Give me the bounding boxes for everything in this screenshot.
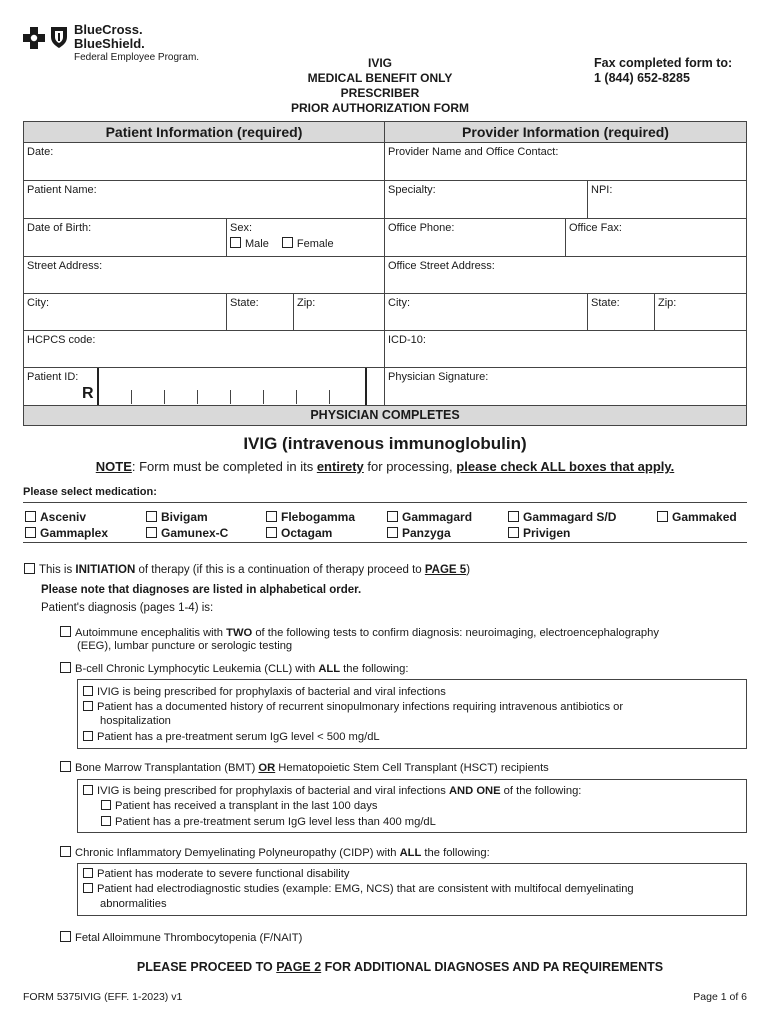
page2-link[interactable]: PAGE 2	[276, 960, 322, 974]
date-field[interactable]: Date:	[23, 142, 385, 181]
city-field[interactable]: City:	[23, 293, 227, 331]
criteria-checkbox[interactable]	[83, 731, 93, 741]
criteria-item: Patient has a pre-treatment serum IgG level < 500 mg/dL	[83, 731, 380, 743]
hcpcs-field[interactable]: HCPCS code:	[23, 330, 385, 368]
criteria-line2: abnormalities	[100, 898, 167, 910]
patient-id-boxes	[97, 368, 367, 405]
proceed-note: PLEASE PROCEED TO PAGE 2 FOR ADDITIONAL DIAGNOSES AND PA REQUIREMENTS	[136, 960, 664, 974]
office-phone-field[interactable]: Office Phone:	[384, 218, 566, 257]
diagnosis-line2: (EEG), lumbar puncture or serologic testing	[77, 640, 293, 652]
med-option[interactable]: Bivigam	[146, 510, 208, 524]
physician-completes-bar: PHYSICIAN COMPLETES	[23, 405, 747, 426]
fax-label: Fax completed form to:	[594, 56, 733, 70]
medication-divider-bottom	[23, 542, 747, 543]
diagnosis-intro: Patient's diagnosis (pages 1-4) is:	[41, 602, 214, 614]
diagnosis-autoimmune-encephalitis: Autoimmune encephalitis with TWO of the following tests to confirm diagnosis: neuroimaging, electroencephalography	[60, 626, 659, 639]
fax-info	[594, 56, 732, 86]
criteria-checkbox[interactable]	[83, 868, 93, 878]
med-checkbox[interactable]	[266, 527, 277, 538]
form-title	[230, 56, 530, 116]
brand-line1: BlueCross.	[74, 22, 143, 37]
med-checkbox[interactable]	[25, 527, 36, 538]
medication-prompt: Please select medication:	[23, 486, 157, 498]
criteria-line2: hospitalization	[100, 715, 171, 727]
title-line: PRESCRIBER	[340, 86, 420, 100]
brand-line2: BlueShield.	[74, 36, 145, 51]
page-number: Page 1 of 6	[693, 991, 747, 1003]
physician-signature-field[interactable]: Physician Signature:	[384, 367, 747, 406]
patient-info-header: Patient Information (required)	[23, 121, 385, 143]
criteria-item: Patient has moderate to severe functional disability	[83, 868, 349, 880]
female-checkbox[interactable]	[282, 237, 293, 248]
provider-zip-field[interactable]: Zip:	[654, 293, 747, 331]
sex-label: Sex:	[230, 222, 253, 234]
provider-info-header: Provider Information (required)	[384, 121, 747, 143]
criteria-checkbox[interactable]	[83, 686, 93, 696]
patient-id-label: Patient ID:	[27, 371, 79, 383]
diagnosis-cidp: Chronic Inflammatory Demyelinating Polyneuropathy (CIDP) with ALL the following:	[60, 846, 490, 859]
title-line: IVIG	[367, 56, 392, 70]
note-line	[0, 459, 770, 474]
med-option[interactable]: Gamunex-C	[146, 526, 228, 540]
office-fax-field[interactable]: Office Fax:	[565, 218, 747, 257]
med-checkbox[interactable]	[25, 511, 36, 522]
criteria-checkbox[interactable]	[101, 800, 111, 810]
fax-number: 1 (844) 652-8285	[594, 71, 690, 85]
criteria-checkbox[interactable]	[101, 816, 111, 826]
section-title: IVIG (intravenous immunoglobulin)	[243, 434, 527, 453]
diagnosis-checkbox[interactable]	[60, 626, 71, 637]
office-street-field[interactable]: Office Street Address:	[384, 256, 747, 294]
diagnosis-checkbox[interactable]	[60, 662, 71, 673]
med-checkbox[interactable]	[146, 511, 157, 522]
note-entirety: entirety	[316, 459, 364, 474]
street-address-field[interactable]: Street Address:	[23, 256, 385, 294]
patient-id-field[interactable]	[23, 367, 385, 406]
npi-field[interactable]: NPI:	[587, 180, 747, 219]
med-option[interactable]: Gammagard	[387, 510, 472, 524]
med-checkbox[interactable]	[387, 511, 398, 522]
alpha-note: Please note that diagnoses are listed in alphabetical order.	[41, 584, 362, 596]
med-checkbox[interactable]	[387, 527, 398, 538]
medication-divider	[23, 502, 747, 503]
med-option[interactable]: Privigen	[508, 526, 570, 540]
criteria-checkbox[interactable]	[83, 785, 93, 795]
male-checkbox[interactable]	[230, 237, 241, 248]
diagnosis-checkbox[interactable]	[60, 846, 71, 857]
provider-state-field[interactable]: State:	[587, 293, 655, 331]
title-line: MEDICAL BENEFIT ONLY	[307, 71, 453, 85]
provider-city-field[interactable]: City:	[384, 293, 588, 331]
note-label: NOTE	[95, 459, 132, 474]
med-option[interactable]: Gammaked	[657, 510, 737, 524]
med-checkbox[interactable]	[508, 527, 519, 538]
brand-sub: Federal Employee Program.	[74, 52, 200, 63]
med-option[interactable]: Octagam	[266, 526, 332, 540]
initiation-line: This is INITIATION of therapy (if this is a continuation of therapy proceed to PAGE 5)	[24, 563, 470, 576]
sex-field	[226, 218, 385, 257]
med-checkbox[interactable]	[266, 511, 277, 522]
criteria-checkbox[interactable]	[83, 701, 93, 711]
title-line: PRIOR AUTHORIZATION FORM	[291, 101, 469, 115]
diagnosis-checkbox[interactable]	[60, 931, 71, 942]
med-checkbox[interactable]	[657, 511, 668, 522]
med-checkbox[interactable]	[146, 527, 157, 538]
med-option[interactable]: Asceniv	[25, 510, 86, 524]
med-option[interactable]: Flebogamma	[266, 510, 355, 524]
blue-cross-icon	[22, 26, 46, 50]
diagnosis-bmt: Bone Marrow Transplantation (BMT) OR Hematopoietic Stem Cell Transplant (HSCT) recipients	[60, 761, 549, 774]
male-label: Male	[245, 238, 269, 250]
med-option[interactable]: Gammaplex	[25, 526, 108, 540]
patient-name-field[interactable]: Patient Name:	[23, 180, 385, 219]
patient-id-prefix: R	[82, 385, 94, 402]
note-text2: for processing,	[363, 459, 457, 474]
zip-field[interactable]: Zip:	[293, 293, 385, 331]
med-option[interactable]: Gammagard S/D	[508, 510, 616, 524]
criteria-item: IVIG is being prescribed for prophylaxis of bacterial and viral infections AND ONE of the following:	[83, 785, 581, 797]
criteria-item: IVIG is being prescribed for prophylaxis of bacterial and viral infections	[83, 686, 446, 698]
female-label: Female	[296, 238, 334, 250]
med-option[interactable]: Panzyga	[387, 526, 451, 540]
bcbs-logo	[22, 22, 212, 66]
note-check-all: please check ALL boxes that apply.	[456, 459, 675, 474]
initiation-checkbox[interactable]	[24, 563, 35, 574]
blue-shield-icon	[49, 25, 69, 49]
diagnosis-fnait: Fetal Alloimmune Thrombocytopenia (F/NAIT)	[60, 931, 302, 944]
state-field[interactable]: State:	[226, 293, 294, 331]
sub-criteria-item: Patient has received a transplant in the last 100 days	[101, 800, 377, 812]
specialty-field[interactable]: Specialty:	[384, 180, 588, 219]
form-id: FORM 5375IVIG (EFF. 1-2023) v1	[23, 991, 183, 1003]
note-text1: : Form must be completed in its	[131, 459, 317, 474]
icd10-field[interactable]: ICD-10:	[384, 330, 747, 368]
diagnosis-cll: B-cell Chronic Lymphocytic Leukemia (CLL) with ALL the following:	[60, 662, 408, 675]
provider-name-field[interactable]: Provider Name and Office Contact:	[384, 142, 747, 181]
sub-criteria-item: Patient has a pre-treatment serum IgG level less than 400 mg/dL	[101, 816, 436, 828]
criteria-item: Patient had electrodiagnostic studies (example: EMG, NCS) that are consistent with multifocal demyelinating	[83, 883, 634, 895]
criteria-item: Patient has a documented history of recurrent sinopulmonary infections requiring intravenous antibiotics or	[83, 701, 623, 713]
dob-field[interactable]: Date of Birth:	[23, 218, 227, 257]
med-checkbox[interactable]	[508, 511, 519, 522]
diagnosis-checkbox[interactable]	[60, 761, 71, 772]
page5-link[interactable]: PAGE 5	[424, 564, 467, 576]
criteria-checkbox[interactable]	[83, 883, 93, 893]
